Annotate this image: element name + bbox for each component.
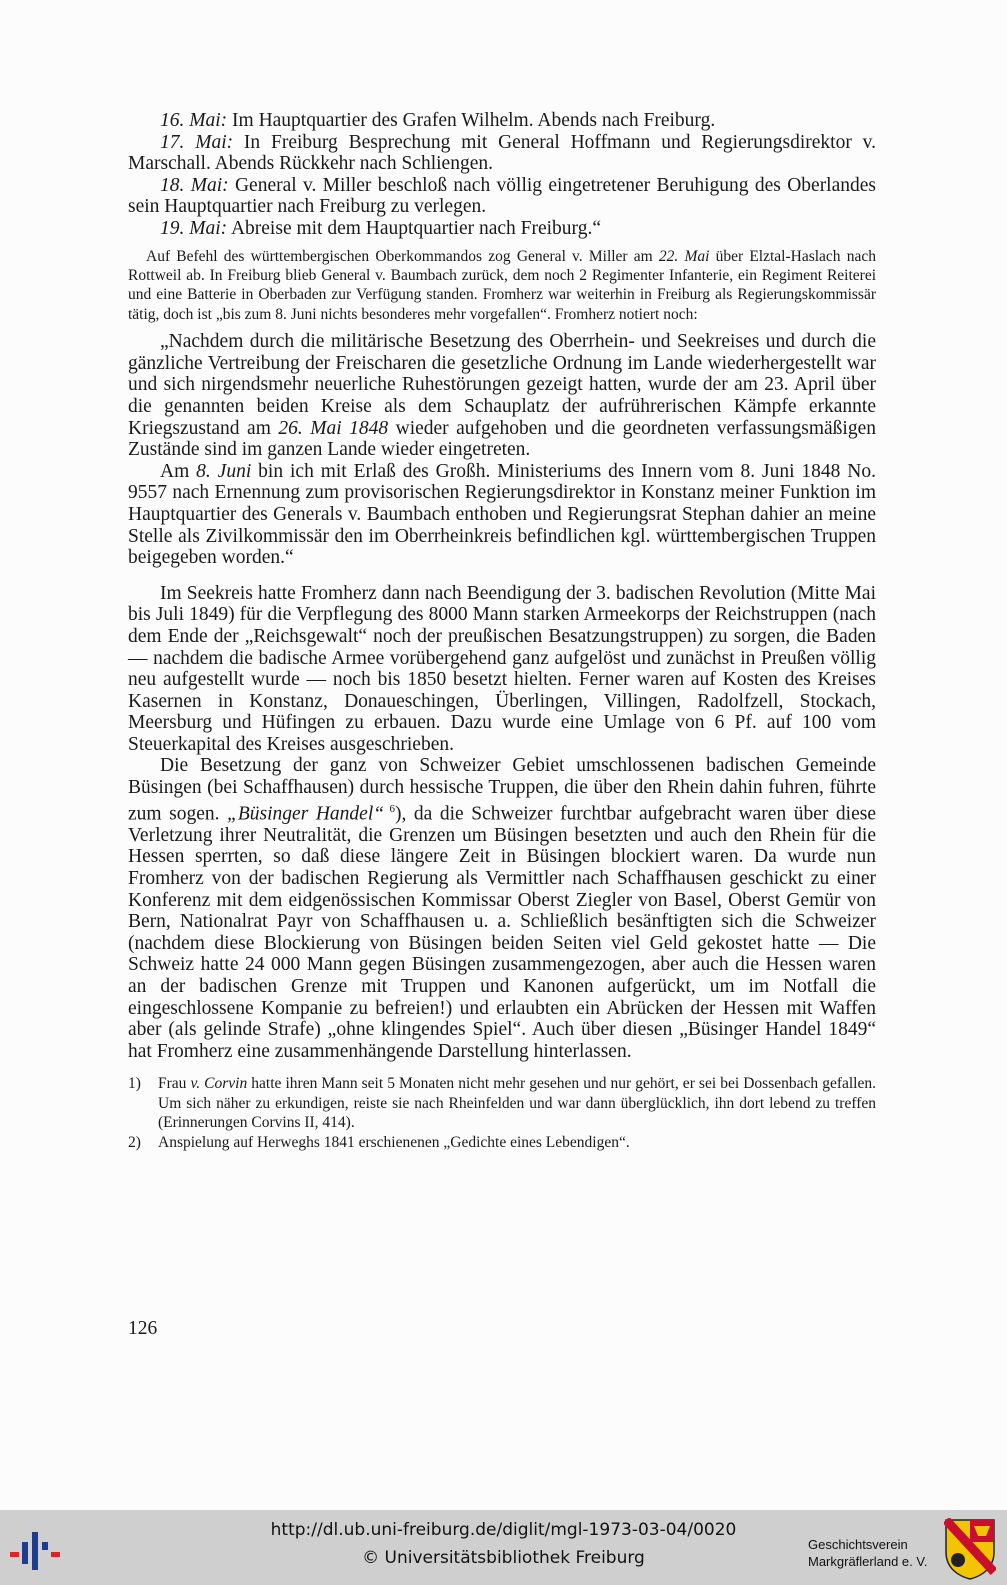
diary-entry xyxy=(128,175,876,218)
text-span: Auf Befehl des württembergischen Oberkommandos zog General v. Miller am xyxy=(146,247,659,265)
coat-of-arms-icon xyxy=(944,1518,996,1580)
quote-paragraph xyxy=(128,331,876,461)
date-italic: 26. Mai 1848 xyxy=(278,417,389,439)
spacer xyxy=(128,569,876,583)
text-span: Die Besetzung der ganz von Schweizer Gebiet umschlossenen badischen Gemeinde Büsingen (bei Schaffhausen) durch hessische Truppen, die über den Rhein dahin fuhren, führte zum sogen. xyxy=(128,755,876,825)
footnote xyxy=(128,1133,876,1152)
page-text xyxy=(128,110,876,1152)
text-span: wieder aufgehoben und die geordneten verfassungsmäßigen Zustände sind im ganzen Lande wieder eingetreten. xyxy=(128,417,876,461)
footnote-text xyxy=(158,1074,876,1132)
diary-date: 16. Mai: xyxy=(160,110,228,131)
diary-date: 17. Mai: xyxy=(160,131,234,153)
diary-text: Abreise mit dem Hauptquartier nach Freiburg.“ xyxy=(227,217,601,239)
text-span: Am xyxy=(160,460,197,482)
text-span: „Nachdem durch die militärische Besetzung des Oberrhein- und Seekreises und durch die gänzliche Vertreibung der Freischaren die gesetzliche Ordnung im Lande wiederhergestellt war und sich nirgendsmehr neuerliche Ruhestörungen gezeigt hatten, wurde der am 23. April über die genannten beiden Kreise als dem Schauplatz der aufrührerischen Kämpfe erkannte Kriegszustand am xyxy=(128,331,876,439)
quote-paragraph xyxy=(128,461,876,569)
diary-date: 18. Mai: xyxy=(160,174,229,196)
diary-entry xyxy=(128,132,876,175)
footnote-number: 1) xyxy=(128,1075,141,1093)
society-line: Geschichtsverein xyxy=(808,1537,908,1552)
footnote-number: 2) xyxy=(128,1133,141,1151)
text-span: über Elztal-Haslach nach Rottweil ab. In Freiburg blieb General v. Baumbach zurück, dem noch 2 Regimenter Infanterie, ein Regiment Reiterei und eine Batterie in Oberbaden zur Verfügung standen. Fromherz war weiterhin in Freiburg als Regierungskommissär tätig, doch ist „bis zum 8. Juni nichts besonderes mehr vorgefallen“. Fromherz notiert noch: xyxy=(128,247,876,323)
text-span: Frau xyxy=(158,1075,191,1093)
copyright-text: © Universitätsbibliothek Freiburg xyxy=(362,1548,645,1568)
name-italic: v. Corvin xyxy=(190,1075,248,1093)
footnote-ref: 6 xyxy=(384,802,396,815)
body-text xyxy=(128,583,876,1063)
document-url[interactable]: http://dl.ub.uni-freiburg.de/diglit/mgl-1973-03-04/0020 xyxy=(270,1520,737,1540)
footnote-text xyxy=(158,1133,876,1152)
diary-text: General v. Miller beschloß nach völlig eingetretener Beruhigung des Oberlandes sein Hauptquartier nach Freiburg zu verlegen. xyxy=(128,174,877,218)
page-number: 126 xyxy=(128,1318,158,1339)
date-italic: 8. Juni xyxy=(196,460,252,482)
society-line: Markgräflerland e. V. xyxy=(808,1554,928,1569)
term-italic: „Büsinger Handel“ xyxy=(227,803,385,825)
text-span: Anspielung auf Herweghs 1841 erschienenen „Gedichte eines Lebendigen“. xyxy=(158,1133,630,1151)
diary-entry xyxy=(128,218,876,240)
text-span: ), da die Schweizer furchtbar aufgebracht waren über diese Verletzung ihrer Neutralität, die Grenzen um Büsingen besetzten und auch den Rhein für die Hessen sperrten, so daß diese längere Zeit in Büsingen blockiert waren. Da wurde nun Fromherz von der badischen Regierung als Vermittler nach Schaffhausen geschickt zu einer Konferenz mit dem eidgenössischen Kommissar Oberst Ziegler von Basel, Oberst Gemür von Bern, Nationalrat Payr von Schaffhausen u. a. Schließlich besänftigten sich die Schweizer (nachdem diese Blockierung von Büsingen beiden Seiten viel Geld gekostet hatte — Die Schweiz hatte 24 000 Mann gegen Büsingen zusammengezogen, aber auch die Hessen waren an der badischen Grenze mit Truppen und Kanonen aufgerückt, um im Notfall die eingeschlossene Kompanie zu befreien!) und erlaubten ein Abrücken der Hessen mit Waffen aber (als gelinde Strafe) „ohne klingendes Spiel“. Auch über diesen „Büsinger Handel 1849“ hat Fromherz eine zusammenhängende Darstellung hinterlassen. xyxy=(128,803,876,1062)
diary-entries xyxy=(128,110,876,240)
society-name xyxy=(808,1536,927,1570)
footnotes xyxy=(128,1074,876,1152)
text-span: bin ich mit Erlaß des Großh. Ministeriums des Innern vom 8. Juni 1848 No. 9557 nach Ernennung zum provisorischen Regierungsdirektor in Konstanz meiner Funktion im Hauptquartier des Generals v. Baumbach enthoben und Regierungsrat Stephan dahier an meine Stelle als Zivilkommissär den im Oberrheinkreis befindlichen kgl. württembergischen Truppen beigegeben worden.“ xyxy=(128,460,877,569)
small-paragraph xyxy=(128,247,876,325)
body-paragraph xyxy=(128,755,876,1062)
diary-text: In Freiburg Besprechung mit General Hoffmann und Regierungsdirektor v. Marschall. Abends Rückkehr nach Schliengen. xyxy=(128,131,876,175)
date-italic: 22. Mai xyxy=(658,247,710,265)
footer-bar xyxy=(0,1510,1007,1585)
diary-text: Im Hauptquartier des Grafen Wilhelm. Abends nach Freiburg. xyxy=(227,110,716,131)
diary-entry xyxy=(128,110,876,132)
diary-date: 19. Mai: xyxy=(160,217,228,239)
text-span: hatte ihren Mann seit 5 Monaten nicht mehr gesehen und nur gehört, er sei bei Dossenbach gefallen. Um sich näher zu erkundigen, reiste sie nach Rheinfelden und war dann überglücklich, ihn dort lebend zu treffen (Erinnerungen Corvins II, 414). xyxy=(158,1075,876,1132)
quotation xyxy=(128,331,876,569)
footnote xyxy=(128,1074,876,1132)
body-paragraph: Im Seekreis hatte Fromherz dann nach Beendigung der 3. badischen Revolution (Mitte Mai bis Juli 1849) für die Verpflegung des 8000 Mann starken Armeekorps der Reichstruppen (nach dem Ende der „Reichsgewalt“ noch der preußischen Besatzungstruppen) zu sorgen, die Baden — nachdem die badische Armee vorübergehend ganz aufgelöst und zunächst in Preußen völlig neu aufgestellt wurde — noch bis 1850 besetzt hielten. Ferner waren auf Kosten des Kreises Kasernen in Konstanz, Donaueschingen, Überlingen, Villingen, Radolfzell, Stockach, Meersburg und Hüfingen zu erbauen. Dazu wurde eine Umlage von 6 Pf. auf 100 vom Steuerkapital des Kreises ausgeschrieben. xyxy=(128,582,876,755)
